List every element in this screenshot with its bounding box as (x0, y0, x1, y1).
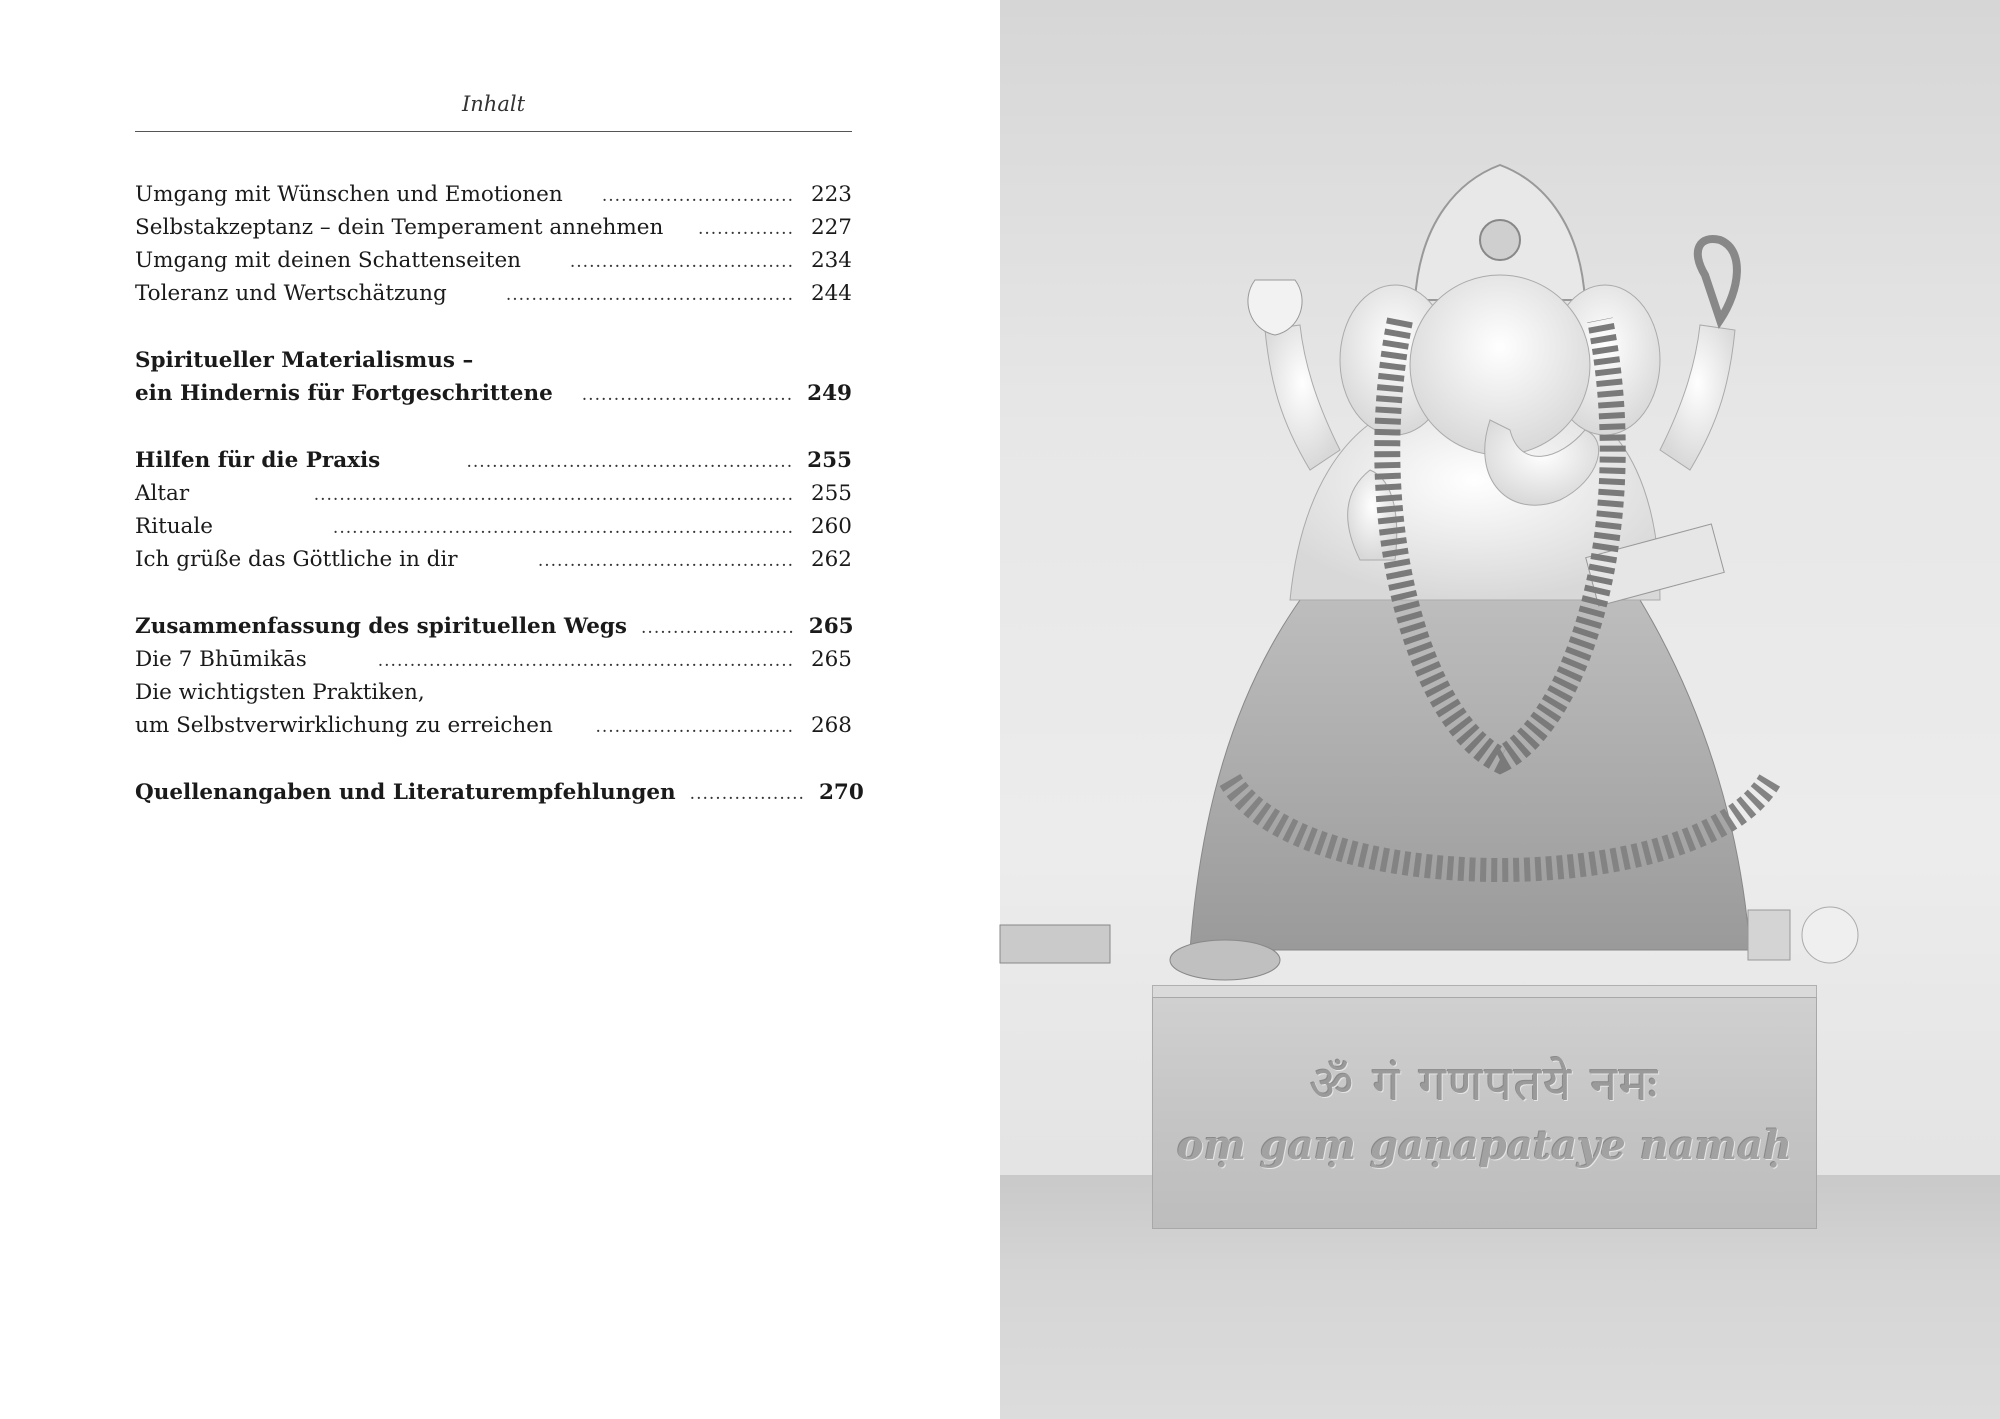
upper-left-arm (1265, 325, 1340, 470)
toc-leader-dots: ................................... (569, 252, 794, 272)
toc-entry-title: Zusammenfassung des spirituellen Wegs (135, 614, 628, 639)
toc-entry-title: Ich grüße das Göttliche in dir (135, 547, 458, 572)
toc-entry (135, 211, 852, 244)
toc-leader-dots: ........................................................................... (313, 485, 794, 505)
toc-entry (135, 543, 852, 576)
toc-entry (135, 277, 852, 310)
toc-leader-dots: ........................................ (537, 551, 794, 571)
offering-bowl (1170, 940, 1280, 980)
toc-entry-title: ein Hindernis für Fortgeschrittene (135, 381, 553, 406)
toc-entry-title: Umgang mit deinen Schattenseiten (135, 248, 522, 273)
toc-page-number: 244 (810, 281, 852, 306)
toc-leader-dots: .................. (689, 784, 805, 804)
toc-leader-dots: ............................... (595, 717, 794, 737)
toc-entry (135, 643, 852, 676)
toc-page-number: 268 (810, 713, 852, 738)
toc-leader-dots: ............... (697, 219, 794, 239)
toc-page-number: 249 (807, 381, 852, 406)
toc-entry (135, 244, 852, 277)
toc-entry (135, 178, 852, 211)
toc-page-number: 227 (810, 215, 852, 240)
crown-jewel (1480, 220, 1520, 260)
toc-entry-title: Altar (135, 481, 190, 506)
toc-entry-title: Die 7 Bhūmikās (135, 647, 307, 672)
toc-page-number: 255 (810, 481, 852, 506)
toc-entry-title: Selbstakzeptanz – dein Temperament annehmen (135, 215, 664, 240)
toc-leader-dots: ............................................. (505, 285, 794, 305)
mantra-devanagari: ॐ गं गणपतये नमः (1309, 1056, 1660, 1112)
toc-entry-title: Rituale (135, 514, 213, 539)
toc-entry-title: Quellenangaben und Literaturempfehlungen (135, 780, 676, 805)
toc-page-number: 265 (808, 614, 854, 639)
toc-leader-dots: ................................................... (466, 452, 794, 472)
toc-page-number: 265 (810, 647, 852, 672)
right-page-photo (1000, 0, 2000, 1419)
toc-entry-title: Hilfen für die Praxis (135, 448, 381, 473)
toc-entry (135, 477, 852, 510)
toc-leader-dots: ........................ (641, 618, 795, 638)
toc-entry-title: Die wichtigsten Praktiken, (135, 680, 425, 705)
offering-bowl-body (1000, 925, 1110, 963)
toc-entry (135, 709, 852, 742)
toc-leader-dots: .............................. (601, 186, 794, 206)
toc-leader-dots: ........................................................................ (332, 518, 794, 538)
toc-page-number: 260 (810, 514, 852, 539)
table-of-contents (135, 178, 864, 809)
toc-entry (135, 444, 852, 477)
toc-leader-dots: ................................. (581, 385, 794, 405)
robe (1190, 600, 1750, 950)
toc-entry (135, 344, 852, 377)
toc-page-number: 223 (810, 182, 852, 207)
toc-page-number: 234 (810, 248, 852, 273)
toc-entry-title: um Selbstverwirklichung zu erreichen (135, 713, 553, 738)
toc-entry-title: Umgang mit Wünschen und Emotionen (135, 182, 563, 207)
ankush (1698, 239, 1737, 320)
toc-leader-dots: ................................................................. (377, 651, 794, 671)
toc-entry (135, 676, 852, 709)
toc-entry (135, 776, 864, 809)
toc-entry (135, 377, 852, 410)
water-cup (1748, 910, 1790, 960)
mantra-transliteration: oṃ gaṃ gaṇapataye namaḥ (1176, 1122, 1793, 1169)
toc-page-number: 255 (807, 448, 852, 473)
upper-right-arm (1660, 325, 1735, 470)
header-rule (135, 131, 852, 132)
toc-entry (135, 510, 852, 543)
toc-page-number: 270 (818, 780, 864, 805)
toc-page-number: 262 (810, 547, 852, 572)
toc-entry-title: Toleranz und Wertschätzung (135, 281, 447, 306)
toc-entry (135, 610, 852, 643)
running-head: Inhalt (461, 92, 526, 116)
fruit (1802, 907, 1858, 963)
toc-entry-title: Spiritueller Materialismus – (135, 348, 474, 373)
